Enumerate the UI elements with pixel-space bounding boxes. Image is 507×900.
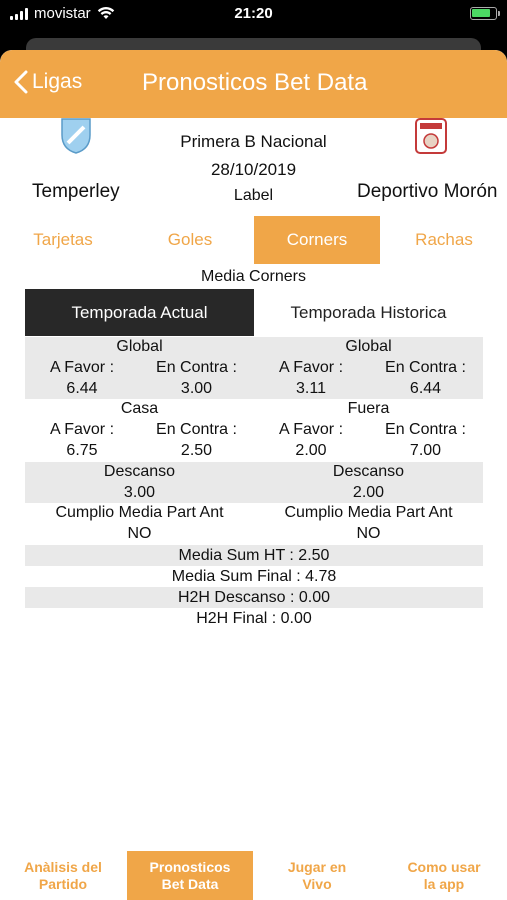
status-time: 21:20 [234,5,273,22]
home-global-title: Global [116,338,163,355]
bottom-tab-bar [0,851,507,900]
fuera-title: Fuera [347,400,390,418]
tab-analisis-partido[interactable]: Anàlisis del Partido [24,858,102,892]
home-away-stats [25,399,483,461]
battery-icon [470,7,497,20]
fuera-favor-label: A Favor : [278,421,344,439]
tab-temporada-actual[interactable]: Temporada Actual [25,289,254,336]
away-global-title: Global [345,338,392,355]
away-global-contra-label: En Contra : [385,358,466,376]
casa-contra-label: En Contra : [156,421,237,439]
home-global-contra-label: En Contra : [156,358,237,376]
match-date: 28/10/2019 [210,160,297,179]
descanso-stats [25,462,483,504]
cumplio-stats [25,503,483,545]
away-team-logo [414,117,448,155]
away-cumplio-value: NO [356,525,381,543]
home-global-favor-label: A Favor : [49,358,115,376]
center-label: Label [233,187,274,204]
home-descanso-title: Descanso [103,462,176,480]
season-tabs [25,289,483,336]
away-global-favor-label: A Favor : [278,358,344,376]
tab-temporada-historica[interactable]: Temporada Historica [254,289,483,336]
media-sum-final: Media Sum Final : 4.78 [171,567,337,585]
casa-favor-label: A Favor : [49,421,115,439]
chevron-left-icon [14,70,28,94]
home-cumplio-value: NO [127,525,152,543]
page-title: Pronosticos Bet Data [142,69,368,96]
away-team-name: Deportivo Morón [357,181,498,202]
league-name: Primera B Nacional [180,132,327,151]
fuera-contra-value: 7.00 [409,441,442,459]
fuera-contra-label: En Contra : [385,421,466,439]
tab-tarjetas[interactable]: Tarjetas [33,230,93,249]
carrier-name: movistar [34,5,91,22]
tab-jugar-en-vivo[interactable]: Jugar en Vivo [287,858,347,892]
fuera-favor-value: 2.00 [295,441,327,459]
back-label: Ligas [32,70,83,93]
away-descanso-value: 2.00 [352,483,385,501]
category-tabs [0,216,507,264]
casa-contra-value: 2.50 [180,441,213,459]
tab-como-usar-app[interactable]: Como usar la app [407,858,481,892]
stats-panel [25,337,483,629]
away-descanso-title: Descanso [332,462,405,480]
h2h-descanso: H2H Descanso : 0.00 [25,587,483,608]
section-title: Media Corners [201,268,306,285]
away-cumplio-title: Cumplio Media Part Ant [284,504,453,522]
tab-pronosticos-bet-data[interactable]: Pronosticos Bet Data [127,851,253,900]
home-cumplio-title: Cumplio Media Part Ant [55,504,224,522]
global-stats [25,337,483,399]
home-team-name: Temperley [32,181,120,202]
home-global-favor-value: 6.44 [66,379,98,397]
away-global-contra-value: 6.44 [409,379,442,397]
tab-corners[interactable]: Corners [254,216,380,264]
casa-title: Casa [120,400,159,418]
media-sum-ht: Media Sum HT : 2.50 [25,545,483,566]
tab-rachas[interactable]: Rachas [415,230,473,249]
casa-favor-value: 6.75 [66,441,98,459]
away-global-favor-value: 3.11 [296,379,326,397]
back-button[interactable] [14,70,82,94]
home-global-contra-value: 3.00 [180,379,213,397]
home-descanso-value: 3.00 [123,483,156,501]
h2h-final: H2H Final : 0.00 [196,609,312,627]
status-bar [0,0,507,28]
navigation-bar [0,50,507,118]
tab-goles[interactable]: Goles [167,230,213,249]
